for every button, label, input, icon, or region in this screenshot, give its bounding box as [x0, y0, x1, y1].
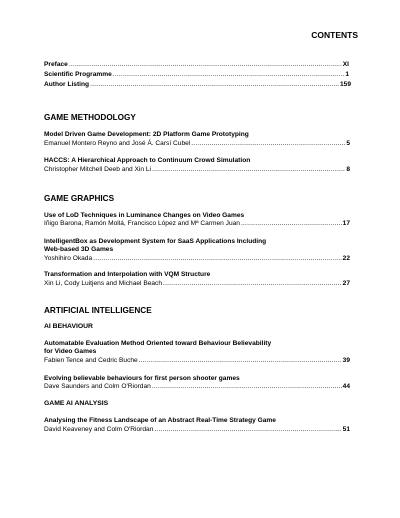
- toc-label: Preface: [44, 61, 68, 68]
- toc-entry-fitness-landscape[interactable]: [44, 426, 350, 434]
- section-title-game-methodology: GAME METHODOLOGY: [44, 113, 136, 122]
- entry-authors: Emanuel Montero Reyno and José Á. Carsí Cubel: [44, 140, 191, 147]
- dot-leader: [69, 61, 342, 69]
- toc-page-number: XI: [342, 61, 349, 68]
- toc-entry-behaviour-believability[interactable]: [44, 357, 350, 365]
- toc-entry-evolving-behaviours[interactable]: [44, 383, 350, 391]
- entry-title: Model Driven Game Development: 2D Platform Game Prototyping: [44, 131, 249, 138]
- dot-leader: [163, 280, 342, 288]
- toc-page-number: 51: [342, 426, 350, 433]
- contents-heading: CONTENTS: [311, 30, 358, 40]
- entry-authors: Xin Li, Cody Luitjens and Michael Beach: [44, 280, 163, 287]
- toc-entry-author-listing[interactable]: [44, 81, 351, 89]
- toc-page-number: 27: [342, 280, 350, 287]
- dot-leader: [154, 426, 341, 434]
- dot-leader: [93, 255, 342, 263]
- toc-label: Author Listing: [44, 81, 90, 88]
- toc-entry-haccs[interactable]: [44, 166, 350, 174]
- subsection-title-game-ai-analysis: GAME AI ANALYSIS: [44, 400, 109, 407]
- entry-authors: Fabien Tence and Cedric Buche: [44, 357, 138, 364]
- contents-page: [44, 0, 358, 518]
- entry-title-line2: Web-based 3D Games: [44, 246, 114, 253]
- entry-authors: Dave Saunders and Colm O'Riordan: [44, 383, 151, 390]
- dot-leader: [113, 71, 345, 79]
- toc-entry-intelligentbox[interactable]: [44, 255, 350, 263]
- dot-leader: [90, 81, 339, 89]
- toc-page-number: 8: [346, 166, 350, 173]
- dot-leader: [191, 140, 345, 148]
- toc-page-number: 44: [342, 383, 350, 390]
- toc-page-number: 5: [346, 140, 350, 147]
- toc-entry-scientific-programme[interactable]: [44, 71, 349, 79]
- dot-leader: [241, 220, 342, 228]
- entry-title-line1: Automatable Evaluation Method Oriented toward Behaviour Believability: [44, 340, 272, 347]
- toc-page-number: 1: [345, 71, 349, 78]
- entry-title-line2: for Video Games: [44, 348, 97, 355]
- dot-leader: [152, 383, 342, 391]
- entry-authors: Yoshihiro Okada: [44, 255, 93, 262]
- dot-leader: [152, 166, 345, 174]
- subsection-title-ai-behaviour: AI BEHAVIOUR: [44, 323, 93, 330]
- entry-title: Use of LoD Techniques in Luminance Changes on Video Games: [44, 212, 245, 219]
- toc-page-number: 22: [342, 255, 350, 262]
- section-title-game-graphics: GAME GRAPHICS: [44, 194, 115, 203]
- entry-title: HACCS: A Hierarchical Approach to Continuum Crowd Simulation: [44, 157, 251, 164]
- toc-page-number: 39: [342, 357, 350, 364]
- entry-title: Transformation and Interpolation with VQM Structure: [44, 271, 211, 278]
- entry-title: Analysing the Fitness Landscape of an Abstract Real-Time Strategy Game: [44, 417, 276, 424]
- entry-authors: David Keaveney and Colm O'Riordan: [44, 426, 154, 433]
- toc-entry-model-driven[interactable]: [44, 140, 350, 148]
- entry-authors: Christopher Mitchell Deeb and Xin Li: [44, 166, 152, 173]
- toc-entry-lod-techniques[interactable]: [44, 220, 350, 228]
- toc-entry-preface[interactable]: [44, 61, 349, 69]
- toc-page-number: 17: [342, 220, 350, 227]
- toc-entry-vqm-structure[interactable]: [44, 280, 350, 288]
- toc-label: Scientific Programme: [44, 71, 112, 78]
- section-title-artificial-intelligence: ARTIFICIAL INTELLIGENCE: [44, 306, 152, 315]
- entry-title: Evolving believable behaviours for first person shooter games: [44, 375, 240, 382]
- toc-page-number: 159: [339, 81, 351, 88]
- entry-title-line1: IntelligentBox as Development System for SaaS Applications Including: [44, 238, 267, 245]
- dot-leader: [139, 357, 342, 365]
- entry-authors: Iñigo Barona, Ramón Mollá, Francisco López and Mª Carmen Juan: [44, 220, 240, 227]
